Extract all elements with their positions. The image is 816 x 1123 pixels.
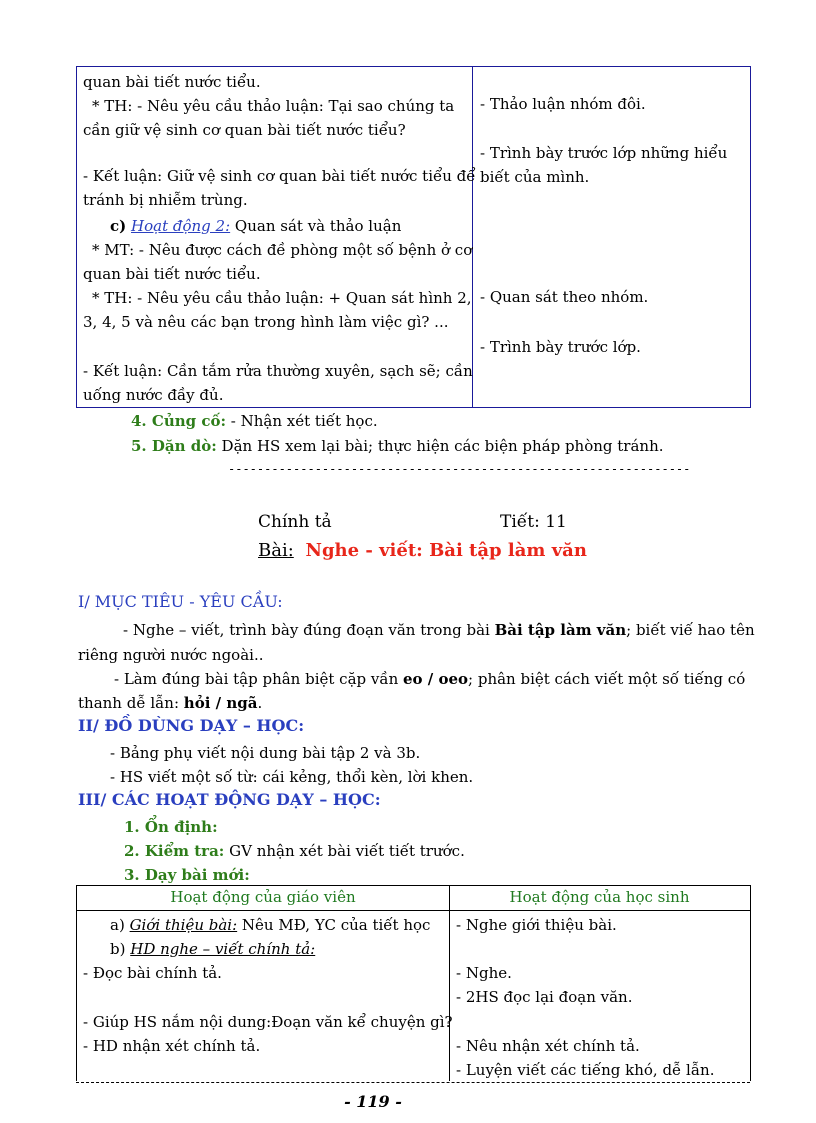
student-row: - Nghe. bbox=[456, 964, 512, 982]
on-dinh-label: 1. Ổn định: bbox=[124, 818, 218, 836]
kiem-tra-label: 2. Kiểm tra: bbox=[124, 842, 225, 860]
cung-co-label: 4. Củng cố: bbox=[131, 412, 227, 430]
top-right-line: - Quan sát theo nhóm. bbox=[480, 288, 649, 306]
dan-do-line bbox=[131, 434, 664, 458]
kiem-tra-line bbox=[124, 839, 465, 863]
bai-label: Bài: bbox=[258, 540, 294, 561]
step-b-label: HD nghe – viết chính tả: bbox=[130, 940, 316, 958]
step-a-line bbox=[110, 913, 430, 937]
top-left-line: tránh bị nhiễm trùng. bbox=[83, 191, 248, 209]
student-row: - Luyện viết các tiếng khó, dễ lẫn. bbox=[456, 1061, 715, 1079]
step-letter: a) bbox=[110, 916, 130, 934]
objective-1-line-2: riêng người nước ngoài.. bbox=[78, 646, 264, 664]
cung-co-line bbox=[131, 409, 378, 433]
header-student: Hoạt động của học sinh bbox=[509, 888, 690, 906]
lesson-title-text: Nghe - viết: Bài tập làm văn bbox=[305, 540, 587, 561]
rhyme-pair-bold: eo / oeo bbox=[403, 670, 469, 688]
column-divider bbox=[449, 885, 450, 1081]
objective-1-line-1 bbox=[123, 618, 755, 642]
material-item: - Bảng phụ viết nội dung bài tập 2 và 3b. bbox=[110, 744, 421, 762]
lesson-title bbox=[258, 540, 587, 561]
top-left-line: uống nước đầy đủ. bbox=[83, 386, 224, 404]
header-row-divider bbox=[76, 910, 750, 911]
item-letter: c) bbox=[110, 217, 127, 235]
text-span: - Nghe – viết, trình bày đúng đoạn văn trong bài bbox=[123, 621, 495, 639]
kiem-tra-text: GV nhận xét bài viết tiết trước. bbox=[224, 842, 465, 860]
subject-label: Chính tả bbox=[258, 512, 332, 532]
objective-2-line-1 bbox=[114, 667, 745, 691]
dan-do-label: 5. Dặn dò: bbox=[131, 437, 217, 455]
top-right-line: - Trình bày trước lớp những hiểu bbox=[480, 144, 728, 162]
step-a-label: Giới thiệu bài: bbox=[129, 916, 238, 934]
step-letter: b) bbox=[110, 940, 131, 958]
cung-co-text: - Nhận xét tiết học. bbox=[226, 412, 378, 430]
top-left-line: cần giữ vệ sinh cơ quan bài tiết nước tiểu? bbox=[83, 121, 406, 139]
top-right-line: - Trình bày trước lớp. bbox=[480, 338, 641, 356]
lesson-name-bold: Bài tập làm văn bbox=[494, 621, 627, 639]
hoat-dong-2-line bbox=[110, 214, 401, 238]
text-span: - Làm đúng bài tập phân biệt cặp vần bbox=[114, 670, 403, 688]
teacher-row: - Đọc bài chính tả. bbox=[83, 964, 222, 982]
top-left-line: - Kết luận: Giữ vệ sinh cơ quan bài tiết nước tiểu để bbox=[83, 167, 476, 185]
top-left-line: quan bài tiết nước tiểu. bbox=[83, 73, 261, 91]
text-span: ; phân biệt cách viết một số tiếng có bbox=[468, 670, 746, 688]
step-b-line bbox=[110, 937, 315, 961]
student-row: - Nêu nhận xét chính tả. bbox=[456, 1037, 640, 1055]
text-span: thanh dễ lẫn: bbox=[78, 694, 184, 712]
section-3-heading: III/ CÁC HOẠT ĐỘNG DẠY – HỌC: bbox=[78, 790, 381, 809]
hoat-dong-2-label: Hoạt động 2: bbox=[131, 217, 231, 235]
top-left-line: * TH: - Nêu yêu cầu thảo luận: + Quan sát hình 2, bbox=[92, 289, 472, 307]
top-left-line: quan bài tiết nước tiểu. bbox=[83, 265, 261, 283]
teacher-row: - Giúp HS nắm nội dung:Đoạn văn kể chuyện gì? bbox=[83, 1013, 453, 1031]
period-label: Tiết: 11 bbox=[500, 512, 567, 532]
text-span: ; biết viế hao tên bbox=[626, 621, 755, 639]
student-row: - Nghe giới thiệu bài. bbox=[456, 916, 617, 934]
footer-rule bbox=[76, 1082, 750, 1083]
top-left-line: - Kết luận: Cần tắm rửa thường xuyên, sạch sẽ; cần bbox=[83, 362, 473, 380]
section-separator: ---------------------------------------------------------------- bbox=[228, 462, 691, 476]
tone-pair-bold: hỏi / ngã bbox=[183, 694, 258, 712]
top-right-line: - Thảo luận nhóm đôi. bbox=[480, 95, 646, 113]
material-item: - HS viết một số từ: cái kẻng, thổi kèn, lời khen. bbox=[110, 768, 474, 786]
day-bai-moi-label: 3. Dạy bài mới: bbox=[124, 866, 250, 884]
activity-table-top-divider bbox=[472, 66, 473, 407]
page-number: - 119 - bbox=[344, 1092, 402, 1111]
objective-2-line-2 bbox=[78, 691, 262, 715]
top-left-line: 3, 4, 5 và nêu các bạn trong hình làm việc gì? ... bbox=[83, 313, 449, 331]
text-span: . bbox=[257, 694, 263, 712]
section-2-heading: II/ ĐỒ DÙNG DẠY – HỌC: bbox=[78, 716, 305, 735]
step-a-text: Nêu MĐ, YC của tiết học bbox=[237, 916, 431, 934]
section-1-heading: I/ MỤC TIÊU - YÊU CẦU: bbox=[78, 592, 283, 611]
student-row: - 2HS đọc lại đoạn văn. bbox=[456, 988, 633, 1006]
header-teacher: Hoạt động của giáo viên bbox=[170, 888, 356, 906]
dan-do-text: Dặn HS xem lại bài; thực hiện các biện pháp phòng tránh. bbox=[216, 437, 664, 455]
teacher-row: - HD nhận xét chính tả. bbox=[83, 1037, 261, 1055]
hoat-dong-2-text: Quan sát và thảo luận bbox=[234, 217, 402, 235]
top-right-line: biết của mình. bbox=[480, 168, 590, 186]
top-left-line: * MT: - Nêu được cách đề phòng một số bệnh ở cơ bbox=[92, 241, 473, 259]
top-left-line: * TH: - Nêu yêu cầu thảo luận: Tại sao chúng ta bbox=[92, 97, 455, 115]
